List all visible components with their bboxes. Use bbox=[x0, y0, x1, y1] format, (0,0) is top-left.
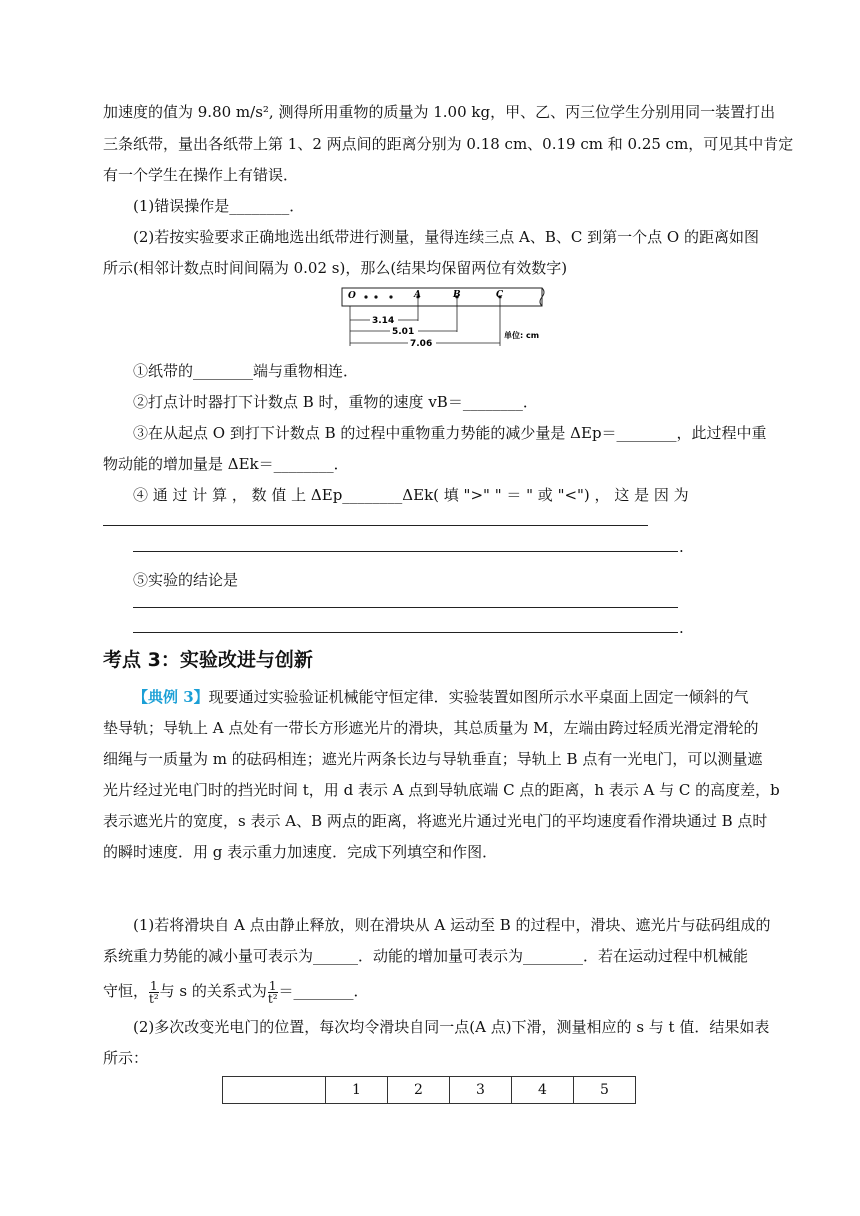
example-line-2: 垫导轨；导轨上 A 点处有一带长方形遮光片的滑块，其总质量为 M，左端由跨过轻质光滑定滑轮的 bbox=[103, 719, 759, 737]
sub-question-4: ④ 通 过 计 算 ， 数 值 上 ΔEp________ΔEk( 填 ">" " ＝ " 或 "<") ， 这 是 因 为 bbox=[133, 486, 689, 504]
part-2-line-2: 所示： bbox=[103, 1049, 149, 1067]
tape-point-B: B bbox=[453, 290, 461, 300]
answer-blank-line bbox=[133, 607, 678, 608]
table-header-cell: 3 bbox=[450, 1077, 512, 1104]
example-text: 现要通过实验验证机械能守恒定律．实验装置如图所示水平桌面上固定一倾斜的气 bbox=[208, 688, 749, 706]
example-line-6: 的瞬时速度．用 g 表示重力加速度．完成下列填空和作图． bbox=[103, 843, 498, 861]
text-post: ＝________． bbox=[278, 982, 369, 1000]
sub-question-2: ②打点计时器打下计数点 B 时，重物的速度 vB＝________． bbox=[133, 393, 538, 411]
part-1-line-2: 系统重力势能的减小量可表示为______．动能的增加量可表示为________．若在运动过程中机械能 bbox=[103, 947, 749, 965]
period-mark: . bbox=[679, 538, 684, 556]
answer-blank-line bbox=[133, 632, 678, 633]
top-paragraph-line-1: 加速度的值为 9.80 m/s², 测得所用重物的质量为 1.00 kg，甲、乙、丙三位学生分别用同一装置打出 bbox=[103, 103, 776, 121]
fraction-denominator: t² bbox=[149, 991, 159, 1006]
text-mid: 与 s 的关系式为 bbox=[159, 982, 267, 1000]
measure-OB: 5.01 bbox=[392, 327, 415, 337]
data-table bbox=[222, 1076, 636, 1104]
fraction-1-over-t2 bbox=[149, 980, 159, 1005]
part-2-line-1: (2)多次改变光电门的位置，每次均令滑块自同一点(A 点)下滑，测量相应的 s 与 t 值．结果如表 bbox=[133, 1018, 770, 1036]
table-header-cell: 5 bbox=[574, 1077, 636, 1104]
fraction-1-over-t2 bbox=[268, 980, 278, 1005]
sub-question-1: ①纸带的________端与重物相连． bbox=[133, 362, 359, 380]
fraction-numerator: 1 bbox=[268, 978, 277, 993]
question-2-line-2: 所示(相邻计数点时间间隔为 0.02 s)，那么(结果均保留两位有效数字) bbox=[103, 259, 568, 277]
period-mark: . bbox=[679, 619, 684, 637]
part-1-line-3 bbox=[103, 978, 369, 1005]
part-1-line-1: (1)若将滑块自 A 点由静止释放，则在滑块从 A 运动至 B 的过程中，滑块、遮光片与砝码组成的 bbox=[133, 916, 771, 934]
example-line-3: 细绳与一质量为 m 的砝码相连；遮光片两条长边与导轨垂直；导轨上 B 点有一光电门，可以测量遮 bbox=[103, 750, 763, 768]
top-paragraph-line-3: 有一个学生在操作上有错误． bbox=[103, 166, 299, 184]
section-heading: 考点 3：实验改进与创新 bbox=[103, 649, 313, 671]
sub-question-3-line-2: 物动能的增加量是 ΔEk＝________． bbox=[103, 455, 349, 473]
text-pre: 守恒， bbox=[103, 982, 149, 1000]
tape-point-O: O bbox=[348, 291, 356, 301]
question-1: (1)错误操作是________． bbox=[133, 197, 305, 215]
example-line-1 bbox=[133, 687, 749, 707]
table-header-cell: 1 bbox=[326, 1077, 388, 1104]
measure-OC: 7.06 bbox=[410, 339, 433, 349]
table-row bbox=[223, 1077, 636, 1104]
table-header-cell bbox=[223, 1077, 326, 1104]
example-tag: 【典例 3】 bbox=[133, 688, 209, 706]
example-line-4: 光片经过光电门时的挡光时间 t，用 d 表示 A 点到导轨底端 C 点的距离，h 表示 A 与 C 的高度差，b bbox=[103, 781, 780, 799]
measure-OA: 3.14 bbox=[372, 316, 395, 326]
table-header-cell: 2 bbox=[388, 1077, 450, 1104]
tape-point-A: A bbox=[414, 290, 421, 300]
answer-blank-line bbox=[133, 551, 678, 552]
fraction-numerator: 1 bbox=[150, 978, 158, 993]
tape-unit: 单位: cm bbox=[504, 331, 540, 340]
fraction-denominator: t² bbox=[267, 991, 278, 1006]
table-header-cell: 4 bbox=[512, 1077, 574, 1104]
question-2-line-1: (2)若按实验要求正确地选出纸带进行测量，量得连续三点 A、B、C 到第一个点 O 的距离如图 bbox=[133, 228, 759, 246]
tape-point-C: C bbox=[496, 290, 504, 300]
paper-tape-figure bbox=[338, 286, 550, 352]
sub-question-3-line-1: ③在从起点 O 到打下计数点 B 的过程中重物重力势能的减少量是 ΔEp＝________，此过程中重 bbox=[133, 424, 767, 442]
example-line-5: 表示遮光片的宽度，s 表示 A、B 两点的距离，将遮光片通过光电门的平均速度看作滑块通过 B 点时 bbox=[103, 812, 768, 830]
answer-blank-line bbox=[103, 525, 648, 526]
top-paragraph-line-2: 三条纸带，量出各纸带上第 1、2 两点间的距离分别为 0.18 cm、0.19 cm 和 0.25 cm，可见其中肯定 bbox=[103, 135, 794, 153]
sub-question-5: ⑤实验的结论是 bbox=[133, 571, 239, 589]
